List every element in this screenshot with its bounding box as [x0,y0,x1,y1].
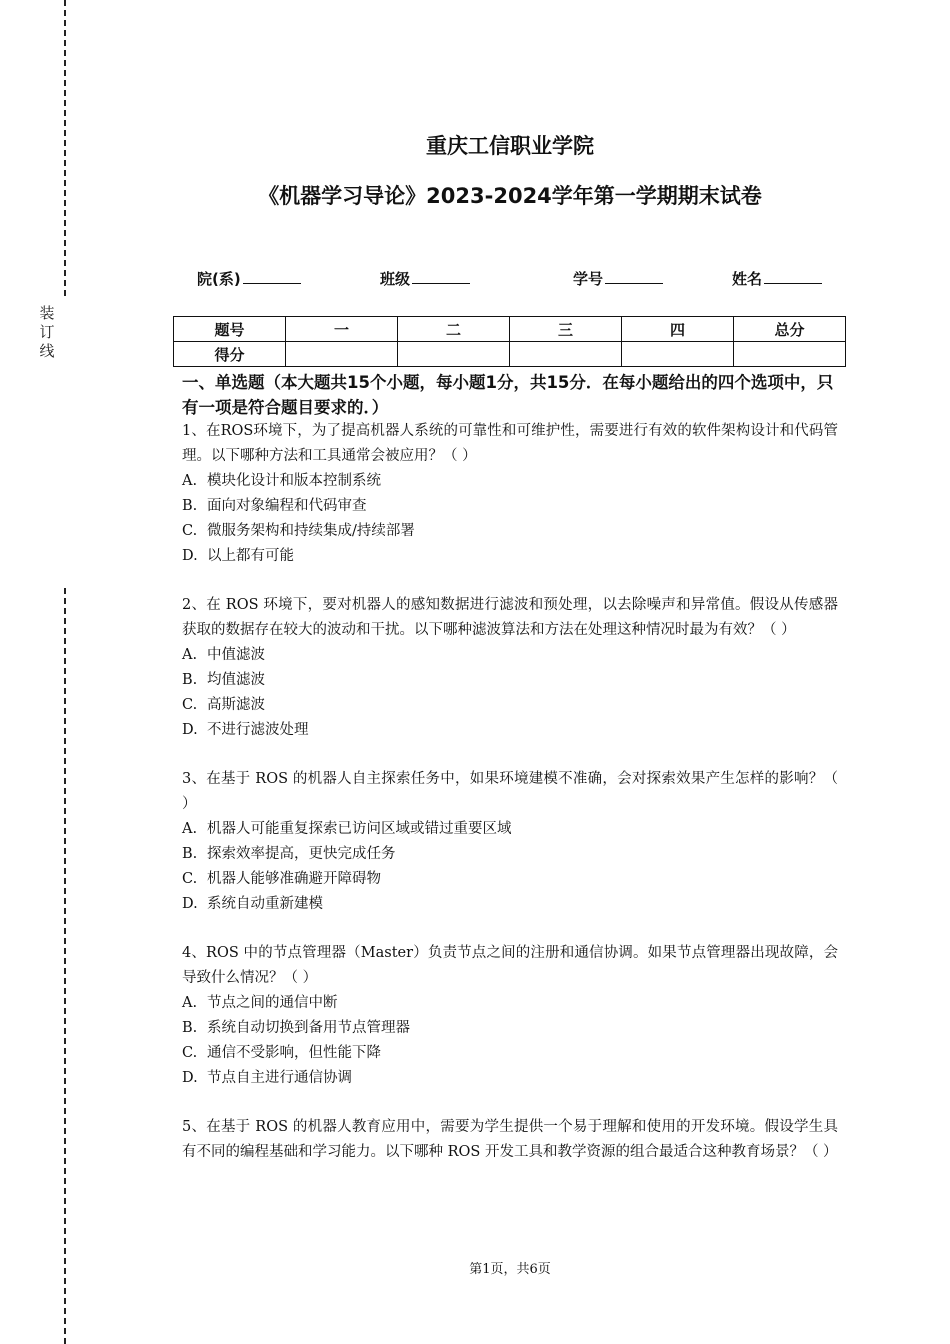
question-4 [182,941,838,1091]
option-b [182,668,838,693]
option-text: 通信不受影响，但性能下降 [207,1045,381,1061]
binding-char: 线 [39,342,55,360]
option-text: 探索效率提高，更快完成任务 [207,846,396,862]
score-cell[interactable] [510,342,622,367]
department-field [197,268,301,289]
score-header-cell: 一 [286,317,398,342]
name-field [732,268,822,289]
option-text: 微服务架构和持续集成/持续部署 [207,523,415,539]
option-text: 中值滤波 [207,647,265,663]
option-letter: D. [182,1070,198,1086]
option-text: 节点之间的通信中断 [207,995,338,1011]
question-stem: 2、在 ROS 环境下，要对机器人的感知数据进行滤波和预处理，以去除噪声和异常值。假设从传感器获取的数据存在较大的波动和干扰。以下哪种滤波算法和方法在处理这种情况时最为有效？（ ） [182,597,838,638]
option-letter: C. [182,1045,198,1061]
option-letter: A. [182,821,198,837]
option-letter: B. [182,1020,198,1036]
school-name: 重庆工信职业学院 [426,134,594,158]
option-d [182,1066,838,1091]
question-5 [182,1115,838,1165]
score-table-header-row [174,317,846,342]
score-header-cell: 三 [510,317,622,342]
option-d [182,718,838,743]
option-letter: B. [182,498,198,514]
score-row-label: 得分 [174,342,286,367]
question-stem: 4、ROS 中的节点管理器（Master）负责节点之间的注册和通信协调。如果节点管理器出现故障，会导致什么情况？（ ） [182,945,838,986]
option-text: 不进行滤波处理 [207,722,309,738]
option-text: 系统自动重新建模 [207,896,323,912]
student-id-field [573,268,663,289]
option-a [182,643,838,668]
score-cell[interactable] [398,342,510,367]
question-stem: 1、在ROS环境下，为了提高机器人系统的可靠性和可维护性，需要进行有效的软件架构设计和代码管理。以下哪种方法和工具通常会被应用？（ ） [182,423,838,464]
option-letter: C. [182,523,198,539]
option-text: 以上都有可能 [207,548,294,564]
option-letter: D. [182,722,198,738]
score-table [173,316,846,367]
option-text: 模块化设计和版本控制系统 [207,473,381,489]
option-d [182,544,838,569]
option-letter: A. [182,473,198,489]
student-info-row [0,268,950,292]
option-letter: B. [182,846,198,862]
student-id-blank[interactable] [605,268,663,284]
option-c [182,693,838,718]
option-d [182,892,838,917]
score-header-cell: 四 [622,317,734,342]
class-label: 班级 [380,270,411,288]
score-header-cell: 二 [398,317,510,342]
option-a [182,469,838,494]
question-2 [182,593,838,743]
option-text: 机器人能够准确避开障碍物 [207,871,381,887]
binding-label [38,304,56,361]
score-cell[interactable] [622,342,734,367]
option-letter: B. [182,672,198,688]
question-list [182,419,838,1189]
option-letter: A. [182,647,198,663]
option-a [182,817,838,842]
option-letter: D. [182,896,198,912]
score-header-cell: 总分 [734,317,846,342]
question-stem: 3、在基于 ROS 的机器人自主探索任务中，如果环境建模不准确，会对探索效果产生怎样的影响？（ ） [182,771,838,812]
department-label: 院(系) [197,270,241,288]
option-text: 机器人可能重复探索已访问区域或错过重要区域 [207,821,512,837]
question-stem: 5、在基于 ROS 的机器人教育应用中，需要为学生提供一个易于理解和使用的开发环境。假设学生具有不同的编程基础和学习能力。以下哪种 ROS 开发工具和教学资源的组合最适合这种教育场景？（ ） [182,1119,838,1160]
option-b [182,1016,838,1041]
option-text: 均值滤波 [207,672,265,688]
section-heading: 一、单选题（本大题共15个小题，每小题1分，共15分．在每小题给出的四个选项中，只有一项是符合题目要求的．） [182,373,834,417]
option-b [182,494,838,519]
score-header-cell: 题号 [174,317,286,342]
score-table-score-row [174,342,846,367]
option-text: 高斯滤波 [207,697,265,713]
class-blank[interactable] [412,268,470,284]
score-cell[interactable] [286,342,398,367]
option-letter: D. [182,548,198,564]
student-id-label: 学号 [573,270,604,288]
binding-char: 订 [39,323,55,341]
name-label: 姓名 [732,270,763,288]
option-a [182,991,838,1016]
binding-line-bottom [64,588,66,1344]
option-text: 节点自主进行通信协调 [207,1070,352,1086]
page-footer: 第1页，共6页 [469,1262,551,1277]
option-text: 系统自动切换到备用节点管理器 [207,1020,410,1036]
option-b [182,842,838,867]
name-blank[interactable] [764,268,822,284]
option-letter: A. [182,995,198,1011]
exam-title: 《机器学习导论》2023-2024学年第一学期期末试卷 [258,184,762,208]
option-letter: C. [182,871,198,887]
score-cell[interactable] [734,342,846,367]
department-blank[interactable] [243,268,301,284]
question-3 [182,767,838,917]
option-c [182,1041,838,1066]
option-c [182,519,838,544]
option-letter: C. [182,697,198,713]
option-text: 面向对象编程和代码审查 [207,498,367,514]
binding-char: 装 [39,304,55,322]
class-field [380,268,470,289]
option-c [182,867,838,892]
question-1 [182,419,838,569]
